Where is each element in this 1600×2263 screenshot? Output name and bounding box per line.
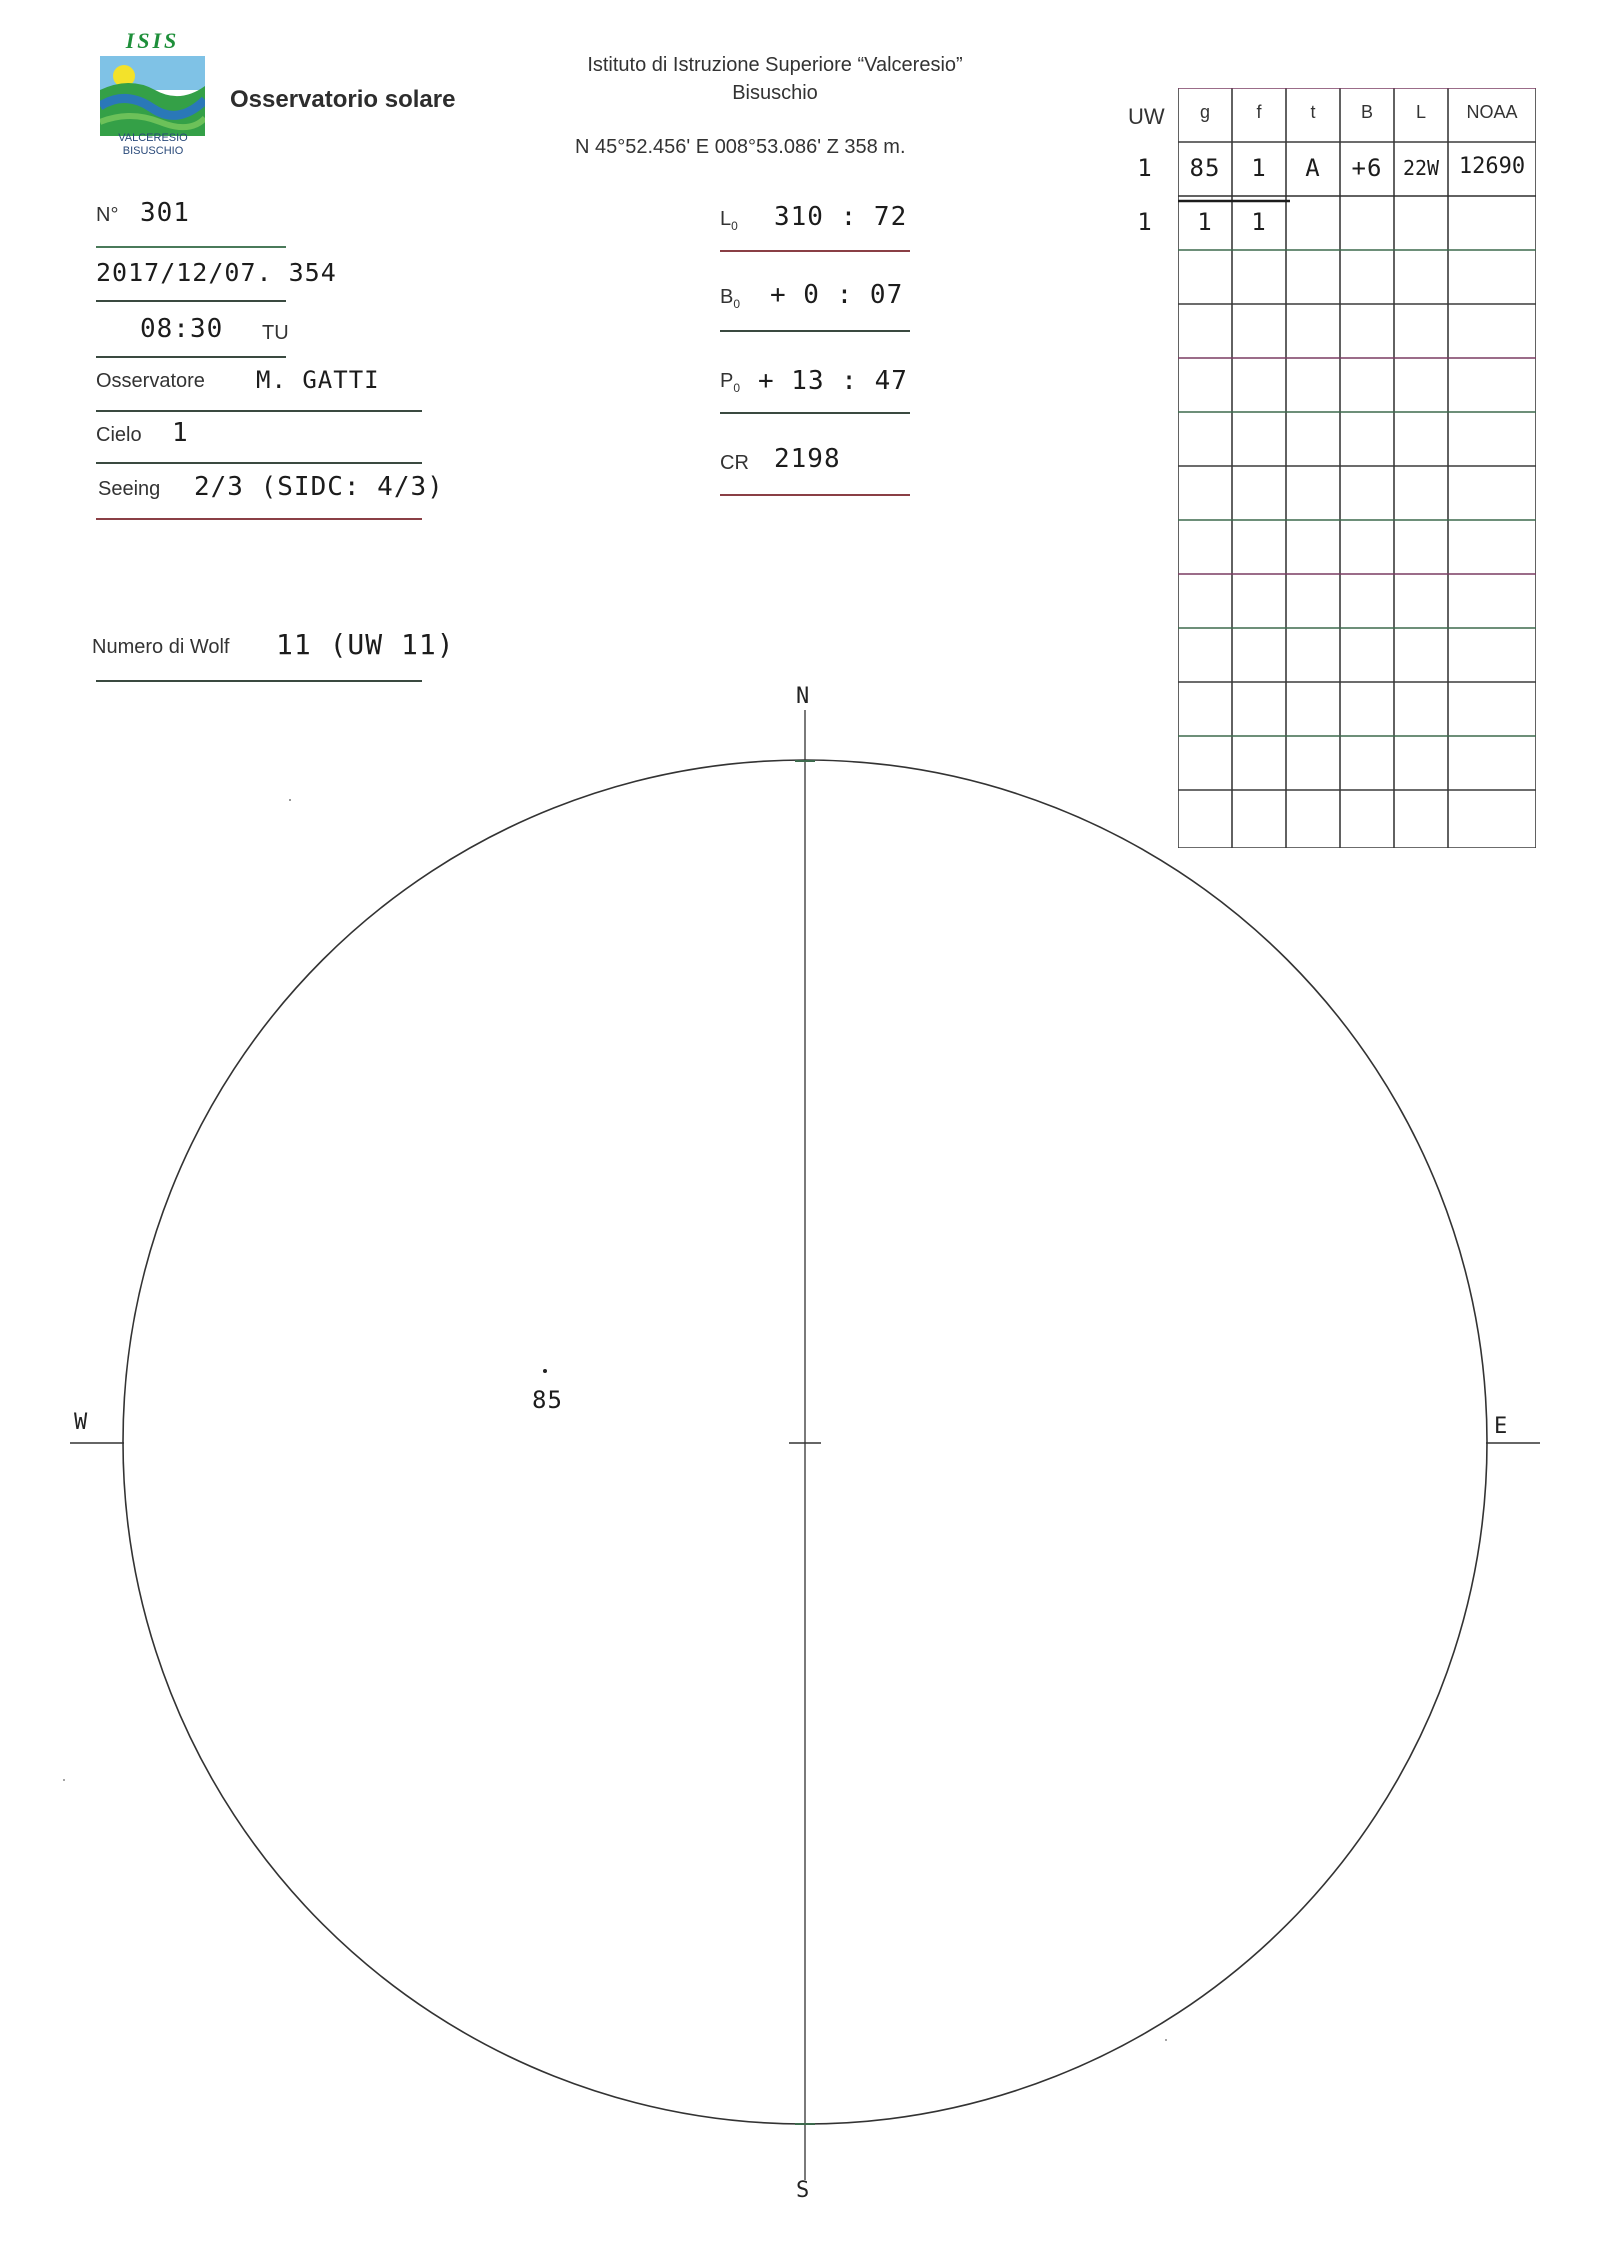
time-unit: TU <box>262 322 289 344</box>
p0-label: $P_0$ <box>720 370 741 395</box>
institute-town: Bisuschio <box>732 82 818 104</box>
wolf-value: 11 (UW 11) <box>276 628 455 661</box>
totals-uw: 1 <box>1137 208 1153 236</box>
seeing-value: 2/3 (SIDC: 4/3) <box>194 472 444 502</box>
paper-speck <box>1165 2039 1167 2041</box>
col-header-g: g <box>1199 102 1210 122</box>
east-label: E <box>1494 1414 1509 1439</box>
observer-label: Osservatore <box>96 370 205 392</box>
cr-label: CR <box>720 452 749 474</box>
col-header-b: B <box>1360 102 1373 122</box>
number-label: N° <box>96 204 119 226</box>
number-value: 301 <box>140 198 190 228</box>
col-header-noaa: NOAA <box>1466 102 1518 122</box>
observer-value: M. GATTI <box>256 366 380 394</box>
row1-g: 85 <box>1189 154 1221 182</box>
observatory-coordinates: N 45°52.456' E 008°53.086' Z 358 m. <box>575 136 906 158</box>
sky-value: 1 <box>172 418 189 448</box>
uw-header: UW <box>1128 104 1165 129</box>
south-label: S <box>796 2178 811 2203</box>
observatory-title: Osservatorio solare <box>230 86 456 113</box>
cr-value: 2198 <box>774 444 841 474</box>
paper-speck <box>63 1779 65 1781</box>
logo-caption-line1: VALCERESIO <box>118 132 188 144</box>
col-header-f: f <box>1256 102 1262 122</box>
col-header-t: t <box>1310 102 1316 122</box>
sky-label: Cielo <box>96 424 142 446</box>
logo-brand: ISIS <box>125 28 180 53</box>
date-value: 2017/12/07. 354 <box>96 258 337 287</box>
row1-noaa: 12690 <box>1458 154 1526 179</box>
west-label: W <box>74 1410 89 1435</box>
paper-speck <box>289 799 291 801</box>
row1-uw: 1 <box>1137 154 1153 182</box>
north-label: N <box>796 684 811 709</box>
institute-name: Istituto di Istruzione Superiore “Valceresio” <box>587 54 963 76</box>
b0-value: + 0 : 07 <box>770 280 904 310</box>
col-header-l: L <box>1415 102 1426 122</box>
totals-g: 1 <box>1197 208 1213 236</box>
row1-l: 22W <box>1402 156 1440 180</box>
l0-value: 310 : 72 <box>774 202 908 232</box>
sunspot-85 <box>543 1369 547 1373</box>
totals-f: 1 <box>1251 208 1267 236</box>
p0-value: + 13 : 47 <box>758 366 908 396</box>
time-value: 08:30 <box>140 314 224 344</box>
sunspot-label: 85 <box>532 1386 563 1414</box>
wolf-label: Numero di Wolf <box>92 636 230 658</box>
logo-caption-line2: BISUSCHIO <box>122 145 184 157</box>
seeing-label: Seeing <box>98 478 161 500</box>
row1-t: A <box>1305 154 1321 182</box>
b0-label: $B_0$ <box>720 286 741 311</box>
row1-f: 1 <box>1251 154 1267 182</box>
l0-label: $L_0$ <box>720 208 738 233</box>
row1-b: +6 <box>1351 154 1383 182</box>
